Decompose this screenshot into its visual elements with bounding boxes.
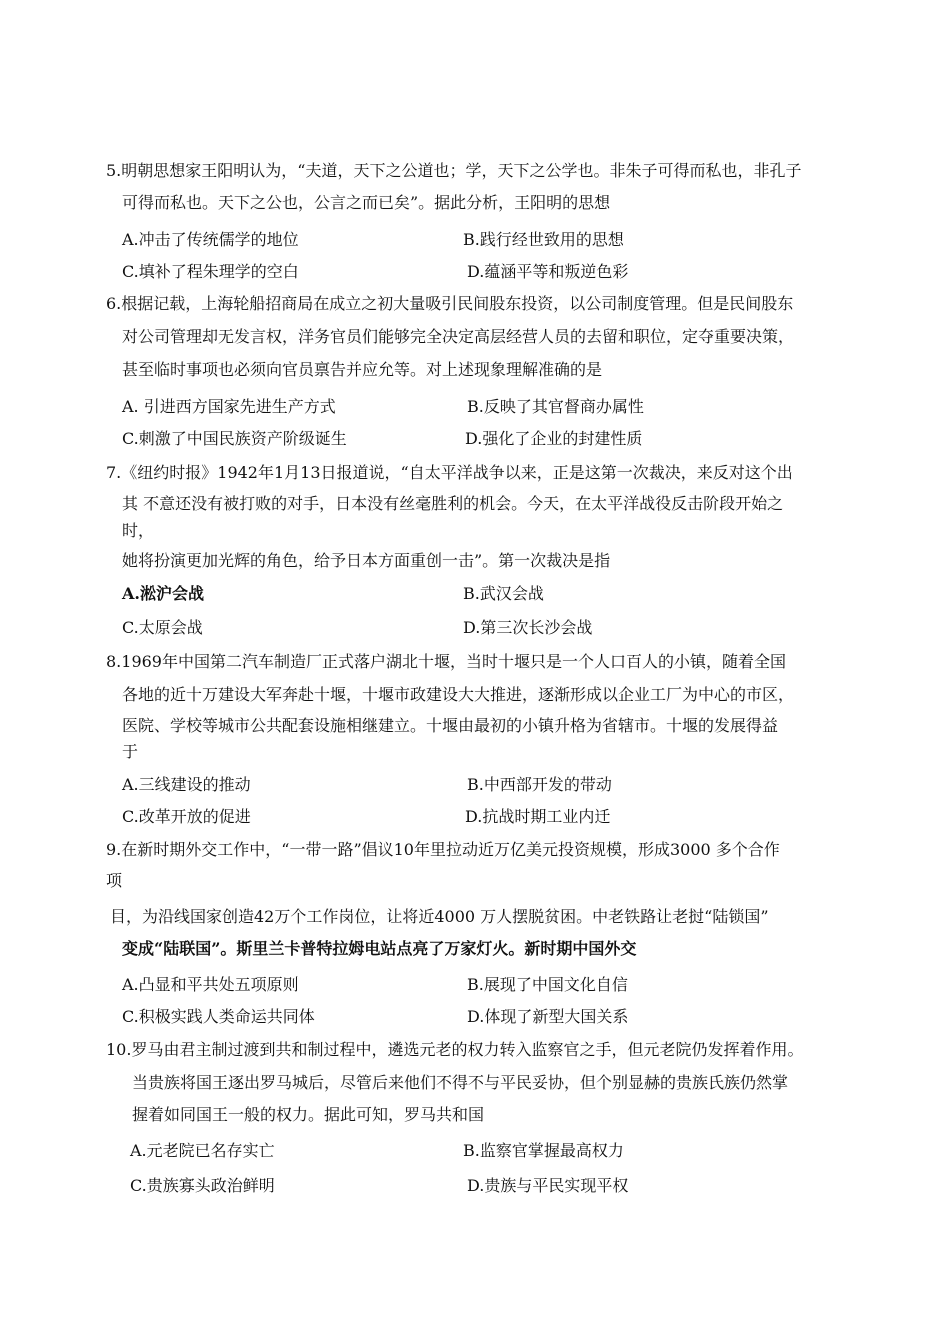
q5-stem-line-1: 5.明朝思想家王阳明认为，“夫道，天下之公道也；学，天下之公学也。非朱子可得而私也，非孔子 (106, 161, 802, 180)
q7-option-d: D.第三次长沙会战 (463, 618, 593, 637)
q5-option-d: D.蕴涵平等和叛逆色彩 (467, 262, 629, 281)
q6-stem-line-3: 甚至临时事项也必须向官员禀告并应允等。对上述现象理解准确的是 (122, 360, 603, 379)
q9-option-d: D.体现了新型大国关系 (467, 1007, 629, 1026)
q8-stem-line-1: 8.1969年中国第二汽车制造厂正式落户湖北十堰，当时十堰只是一个人口百人的小镇，随着全国 (106, 652, 786, 671)
q9-option-a: A.凸显和平共处五项原则 (122, 975, 299, 994)
q10-option-d: D.贵族与平民实现平权 (467, 1176, 629, 1195)
q6-option-b: B.反映了其官督商办属性 (467, 397, 644, 416)
q9-stem-line-3: 目，为沿线国家创造42万个工作岗位，让将近4000 万人摆脱贫困。中老铁路让老挝“陆锁国” (110, 907, 769, 926)
q6-option-c: C.刺激了中国民族资产阶级诞生 (122, 429, 347, 448)
q7-option-c: C.太原会战 (122, 618, 203, 637)
q5-option-a: A.冲击了传统儒学的地位 (122, 230, 299, 249)
q7-stem-line-3: 时， (122, 521, 155, 540)
q7-stem-line-4: 她将扮演更加光辉的角色，给予日本方面重创一击”。第一次裁决是指 (122, 551, 611, 570)
q8-stem-line-3: 医院、学校等城市公共配套设施相继建立。十堰由最初的小镇升格为省辖市。十堰的发展得益 (122, 716, 779, 735)
q8-option-a: A.三线建设的推动 (122, 775, 251, 794)
q5-option-c: C.填补了程朱理学的空白 (122, 262, 299, 281)
q6-stem-line-1: 6.根据记载，上海轮船招商局在成立之初大量吸引民间股东投资，以公司制度管理。但是民间股东 (106, 294, 794, 313)
q7-stem-line-1: 7.《纽约时报》1942年1月13日报道说，“自太平洋战争以来，正是这第一次裁决，来反对这个出 (106, 463, 793, 482)
q10-stem-line-1: 10.罗马由君主制过渡到共和制过程中，遴选元老的权力转入监察官之手，但元老院仍发挥着作用。 (106, 1040, 804, 1059)
q9-option-b: B.展现了中国文化自信 (467, 975, 628, 994)
q10-option-b: B.监察官掌握最高权力 (463, 1141, 624, 1160)
q6-option-d: D.强化了企业的封建性质 (465, 429, 643, 448)
q9-stem-line-1: 9.在新时期外交工作中，“一带一路”倡议10年里拉动近万亿美元投资规模，形成3000 多个合作 (106, 840, 780, 859)
q10-stem-line-3: 握着如同国王一般的权力。据此可知，罗马共和国 (132, 1105, 485, 1124)
q8-option-b: B.中西部开发的带动 (467, 775, 612, 794)
q9-option-c: C.积极实践人类命运共同体 (122, 1007, 315, 1026)
q8-stem-line-4: 于 (122, 742, 139, 761)
q7-option-a: A.淞沪会战 (122, 584, 204, 603)
q7-stem-line-2: 其 不意还没有被打败的对手，日本没有丝毫胜利的机会。今天，在太平洋战役反击阶段开始之 (122, 494, 784, 513)
q9-stem-line-2: 项 (106, 871, 123, 890)
q5-stem-line-2: 可得而私也。天下之公也，公言之而已矣”。据此分析，王阳明的思想 (122, 193, 611, 212)
q5-option-b: B.践行经世致用的思想 (463, 230, 624, 249)
q7-option-b: B.武汉会战 (463, 584, 544, 603)
q8-option-c: C.改革开放的促进 (122, 807, 251, 826)
q10-stem-line-2: 当贵族将国王逐出罗马城后，尽管后来他们不得不与平民妥协，但个别显赫的贵族氏族仍然掌 (132, 1073, 789, 1092)
q6-stem-line-2: 对公司管理却无发言权，洋务官员们能够完全决定高层经营人员的去留和职位，定夺重要决策， (122, 327, 795, 346)
q6-option-a: A. 引进西方国家先进生产方式 (122, 397, 336, 416)
q10-option-c: C.贵族寡头政治鲜明 (130, 1176, 275, 1195)
q8-stem-line-2: 各地的近十万建设大军奔赴十堰，十堰市政建设大大推进，逐渐形成以企业工厂为中心的市区， (122, 685, 795, 704)
q9-stem-line-4: 变成“陆联国”。斯里兰卡普特拉姆电站点亮了万家灯火。新时期中国外交 (122, 939, 637, 958)
q10-option-a: A.元老院已名存实亡 (130, 1141, 275, 1160)
q8-option-d: D.抗战时期工业内迁 (465, 807, 611, 826)
